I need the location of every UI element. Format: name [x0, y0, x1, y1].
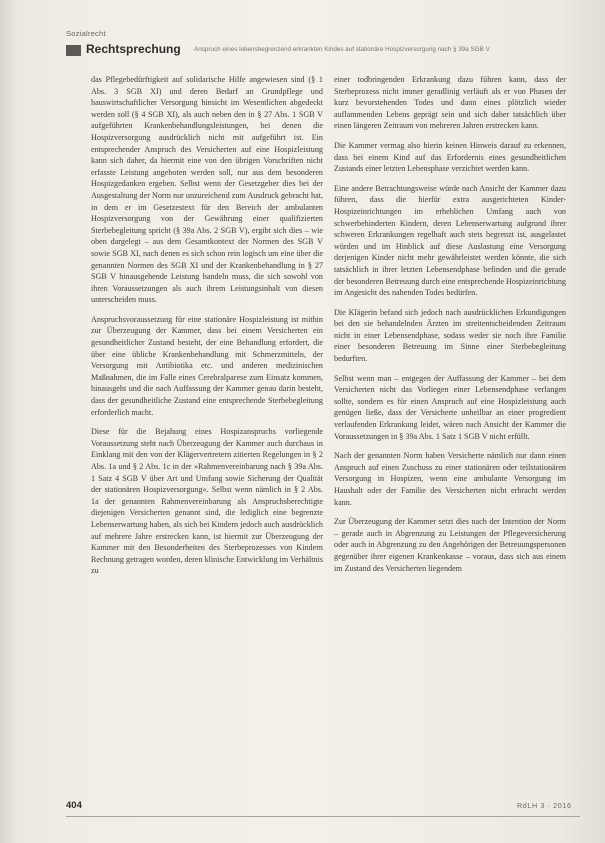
paragraph: Anspruchsvoraussetzung für eine stationäre Hospizleistung ist mithin zur Überzeugung der Kammer, dass bei einem Versicherten ein gesundheitlicher Zustand besteht, der eine Behandlung erfordert, die über eine übliche Krankenbehandlung mit Schmerzmitteln, der Versorgung mit Antibiotika etc. und anderen medizinischen Maßnahmen, die im Falle eines Cerebralparese zum Einsatz kommen, hinausgeht und die nach Auffassung der Kammer genau darin besteht, dass der gesundheitliche Zustand eine entsprechende Sterbebegleitung erforderlich macht.: [91, 314, 323, 417]
journal-reference: RdLH 3 · 2016: [517, 801, 572, 810]
page-number: 404: [66, 800, 82, 811]
paragraph: Selbst wenn man – entgegen der Auffassung der Kammer – bei dem Versicherten nicht das Vorliegen einer Lebensendphase verlangen sollte, sondern es für einen Anspruch auf eine Hospizleistung auch genügen ließe, dass der Versicherte unheilbar an einer progredient verlaufenden Erkrankung leidet, wären nach Ansicht der Kammer die Voraussetzungen in § 39a Abs. 1 Satz 1 SGB V nicht erfüllt.: [334, 373, 566, 441]
right-column: [334, 74, 566, 582]
header-subtitle: Anspruch eines lebensbegrenzend erkrankten Kindes auf stationäre Hospizversorgung nach § 39a SGB V: [194, 46, 490, 53]
paragraph: das Pflegebedürftigkeit auf solidarische Hilfe angewiesen sind (§ 1 Abs. 3 SGB XI) und deren Bedarf an Grundpflege und hauswirtschaftlicher Versorgung hinsicht im Wesentlichen abgedeckt werden soll (§ 4 SGB XI), als auch neben den in § 27 Abs. 1 SGB V aufgeführten Krankenbehandlungsleistungen, bei denen die Hospizversorgung ausdrücklich nicht mit aufgeführt ist. Ein entsprechender Anspruch des Versicherten auf eine Hospizleistung kann sich daher, da hiermit eine von den übrigen Vorschriften nicht erfasste Leistung angeboten werden soll, nur aus dem besonderen Hospizgedanken ergeben. Selbst wenn der Gesetzgeber dies bei der Ausgestaltung der Norm nur unzureichend zum Ausdruck gebracht hat, in dem er im Gesetzestext für den Bereich der ambulanten Hospizversorgung von der Gewährung einer qualifizierten Sterbebegleitung spricht (§ 39a Abs. 2 SGB V), ergibt sich dies – wie oben dargelegt – aus dem Gesamtkontext der Normen des SGB V sowie SGB XI, nach denen es sich schon rein logisch um eine über die genannten Normen des SGB XI und der Krankenbehandlung in § 27 SGB V hinausgehende Leistung handeln muss, die sich sowohl von ihren Voraussetzungen als auch ihrem Leistungsinhalt von diesen unterscheiden muss.: [91, 75, 323, 305]
header-title: Rechtsprechung: [86, 42, 181, 56]
paragraph: Zur Überzeugung der Kammer setzt dies nach der Intention der Norm – gerade auch in Abgrenzung zu Leistungen der Pflegeversicherung oder auch in Abgrenzung zu den Angehörigen der Betreuungspersonen gegenüber ihrer eigenen Krankenkasse – voraus, dass sich aus einem im Zustand des Versicherten liegendem: [334, 517, 566, 573]
page-header: [66, 44, 586, 58]
section-label: Sozialrecht: [66, 29, 106, 38]
paragraph: Eine andere Betrachtungsweise würde nach Ansicht der Kammer dazu führen, dass die hierfür extra ausgerichteten Kinder-Hospizeinrichtungen im erheblichen Umfang auch von schwerbehinderten Kindern, deren Lebenserwartung aufgrund ihrer schweren Erkrankungen regelhaft auch stets begrenzt ist, ausgelastet würden und im Hinblick auf diese Auslastung eine Versorgung derjenigen Kinder nicht mehr gewährleistet werden könnte, die sich tatsächlich in ihrer letzten Lebensendphase befinden und die gerade der besonderen Betreuung durch eine entsprechende Hospizeinrichtung im Angesicht des nahenden Todes bedürfen.: [334, 183, 566, 298]
paragraph: Die Kammer vermag also hierin keinen Hinweis darauf zu erkennen, dass bei einem Kind auf das Erfordernis eines gesundheitlichen Zustands einer letzten Lebensphase verzichtet werden kann.: [334, 140, 566, 174]
paragraph: Die Klägerin befand sich jedoch nach ausdrücklichen Erkundigungen bei den sie behandelnden Ärzten im streitentscheidenden Zeitraum nicht in einer Lebensendphase, sodass weder sie noch ihre Familie einer besonderen Betreuung im Sinne einer Sterbebegleitung bedurften.: [334, 307, 566, 364]
left-column: [91, 74, 323, 585]
paragraph: Diese für die Bejahung eines Hospizanspruchs vorliegende Voraussetzung steht nach Überzeugung der Kammer auch durchaus in Einklang mit den von der Klägervertretern zitierten Regelungen in § 2 Abs. 1a und § 2 Abs. 1c in der »Rahmenvereinbarung nach § 39a Abs. 1 Satz 4 SGB V über Art und Umfang sowie Sicherung der Qualität der stationären Hospizversorgung«. Selbst wenn nämlich in § 2 Abs. 1a der genannten Rahmenvereinbarung als Anspruchsberechtigte diejenigen Versicherten genannt sind, die lediglich eine begrenzte Lebenserwartung haben, als sich bei Kindern jedoch auch ausdrücklich auf mehrere Jahre erstrecken kann, ist hiermit zur Überzeugung der Kammer mit den Besonderheiten des Sterbeprozesses von Kindern Rechnung getragen worden, deren klinische Entwicklung im Verhältnis zu: [91, 427, 323, 576]
paragraph: einer todbringenden Erkrankung dazu führen kann, dass der Sterbeprozess nicht immer geradlinig verläuft als er von Phasen der kurz bevorstehenden Todes und dann eines plötzlich wieder auflammenden Lebens geprägt sein und sich daher tatsächlich über einen längeren Zeitraum von mehreren Jahren erstrecken kann.: [334, 75, 566, 131]
paragraph: Nach der genannten Norm haben Versicherte nämlich nur dann einen Anspruch auf einen Zuschuss zu einer stationären oder teilstationären Versorgung in Hospizen, wenn eine ambulante Versorgung im Haushalt oder der Familie des Versicherten nicht erbracht werden kann.: [334, 451, 566, 507]
header-marker: [66, 45, 81, 56]
footer-divider: [66, 816, 580, 817]
